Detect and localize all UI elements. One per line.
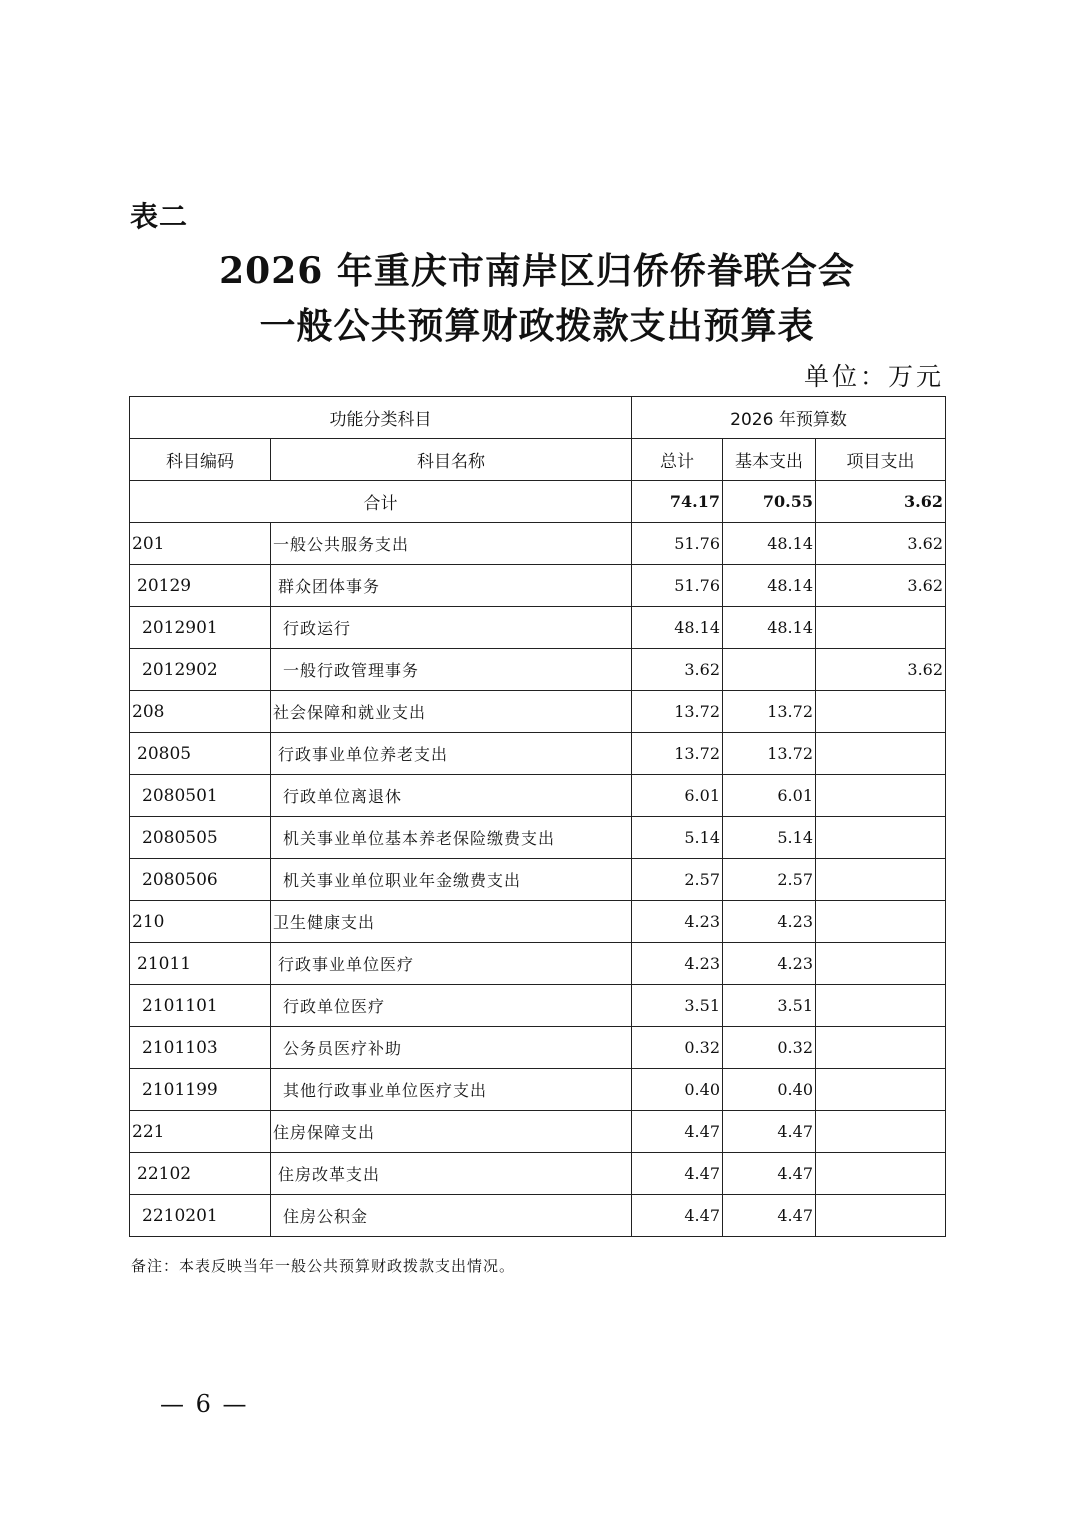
table-row: [130, 1027, 946, 1069]
basic-cell: 6.01: [723, 775, 816, 817]
subject-name-cell: 一般公共服务支出: [271, 523, 632, 565]
subject-code-cell: 21011: [130, 943, 271, 985]
total-cell: 0.32: [632, 1027, 723, 1069]
project-cell: [816, 1195, 946, 1237]
subject-name-cell: 行政事业单位医疗: [271, 943, 632, 985]
subject-name-cell: 其他行政事业单位医疗支出: [271, 1069, 632, 1111]
basic-cell: 4.47: [723, 1195, 816, 1237]
table-row: [130, 1195, 946, 1237]
project-cell: 3.62: [816, 523, 946, 565]
table-row: [130, 523, 946, 565]
subject-code-cell: 208: [130, 691, 271, 733]
table-row: [130, 1111, 946, 1153]
total-cell: 51.76: [632, 565, 723, 607]
subject-name-cell: 机关事业单位基本养老保险缴费支出: [271, 817, 632, 859]
total-row: [130, 481, 946, 523]
subject-name-cell: 住房改革支出: [271, 1153, 632, 1195]
project-cell: [816, 733, 946, 775]
header-basic-expenditure: 基本支出: [723, 439, 816, 481]
basic-cell: 48.14: [723, 523, 816, 565]
budget-table: [129, 396, 946, 1237]
table-row: [130, 733, 946, 775]
total-cell: 4.47: [632, 1111, 723, 1153]
subject-name-cell: 行政单位医疗: [271, 985, 632, 1027]
table-row: [130, 1153, 946, 1195]
header-subject-name: 科目名称: [271, 439, 632, 481]
total-cell: 5.14: [632, 817, 723, 859]
table-row: [130, 859, 946, 901]
total-cell: 6.01: [632, 775, 723, 817]
subject-name-cell: 行政单位离退休: [271, 775, 632, 817]
header-project-expenditure: 项目支出: [816, 439, 946, 481]
total-basic: 70.55: [723, 481, 816, 523]
project-cell: [816, 775, 946, 817]
basic-cell: 4.23: [723, 943, 816, 985]
basic-cell: 2.57: [723, 859, 816, 901]
basic-cell: 48.14: [723, 607, 816, 649]
subject-code-cell: 2210201: [130, 1195, 271, 1237]
table-row: [130, 943, 946, 985]
subject-name-cell: 社会保障和就业支出: [271, 691, 632, 733]
subject-name-cell: 一般行政管理事务: [271, 649, 632, 691]
table-row: [130, 817, 946, 859]
subject-code-cell: 2101103: [130, 1027, 271, 1069]
basic-cell: 4.23: [723, 901, 816, 943]
subject-code-cell: 221: [130, 1111, 271, 1153]
basic-cell: 4.47: [723, 1153, 816, 1195]
project-cell: [816, 943, 946, 985]
basic-cell: 0.40: [723, 1069, 816, 1111]
table-row: [130, 901, 946, 943]
subject-code-cell: 210: [130, 901, 271, 943]
subject-code-cell: 2012901: [130, 607, 271, 649]
subject-code-cell: 2080505: [130, 817, 271, 859]
subject-name-cell: 住房公积金: [271, 1195, 632, 1237]
project-cell: [816, 607, 946, 649]
project-cell: 3.62: [816, 649, 946, 691]
total-cell: 0.40: [632, 1069, 723, 1111]
total-cell: 48.14: [632, 607, 723, 649]
basic-cell: [723, 649, 816, 691]
subject-code-cell: 20805: [130, 733, 271, 775]
table-row: [130, 691, 946, 733]
total-cell: 4.47: [632, 1153, 723, 1195]
unit-label: 单位：万元: [803, 362, 944, 391]
table-row: [130, 1069, 946, 1111]
document-title-line-1: 2026 年重庆市南岸区归侨侨眷联合会: [219, 250, 855, 292]
subject-name-cell: 住房保障支出: [271, 1111, 632, 1153]
subject-name-cell: 行政事业单位养老支出: [271, 733, 632, 775]
subject-name-cell: 卫生健康支出: [271, 901, 632, 943]
project-cell: [816, 859, 946, 901]
subject-name-cell: 行政运行: [271, 607, 632, 649]
table-row: [130, 985, 946, 1027]
basic-cell: 5.14: [723, 817, 816, 859]
total-cell: 4.23: [632, 943, 723, 985]
total-cell: 13.72: [632, 733, 723, 775]
table-row: [130, 775, 946, 817]
table-label: 表二: [130, 200, 189, 233]
subject-name-cell: 机关事业单位职业年金缴费支出: [271, 859, 632, 901]
total-cell: 13.72: [632, 691, 723, 733]
header-total: 总计: [632, 439, 723, 481]
header-budget-year: 2026 年预算数: [632, 397, 946, 439]
subject-name-cell: 公务员医疗补助: [271, 1027, 632, 1069]
project-cell: [816, 1027, 946, 1069]
project-cell: [816, 1153, 946, 1195]
total-cell: 51.76: [632, 523, 723, 565]
total-cell: 2.57: [632, 859, 723, 901]
header-subject-code: 科目编码: [130, 439, 271, 481]
subject-code-cell: 2080501: [130, 775, 271, 817]
project-cell: [816, 901, 946, 943]
total-label: 合计: [130, 481, 632, 523]
subject-code-cell: 22102: [130, 1153, 271, 1195]
table-row: [130, 607, 946, 649]
subject-code-cell: 201: [130, 523, 271, 565]
project-cell: [816, 1069, 946, 1111]
footnote: 备注：本表反映当年一般公共预算财政拨款支出情况。: [131, 1257, 516, 1275]
subject-name-cell: 群众团体事务: [271, 565, 632, 607]
basic-cell: 48.14: [723, 565, 816, 607]
header-functional-classification: 功能分类科目: [130, 397, 632, 439]
basic-cell: 0.32: [723, 1027, 816, 1069]
total-project: 3.62: [816, 481, 946, 523]
project-cell: 3.62: [816, 565, 946, 607]
basic-cell: 13.72: [723, 691, 816, 733]
subject-code-cell: 20129: [130, 565, 271, 607]
table-row: [130, 565, 946, 607]
basic-cell: 3.51: [723, 985, 816, 1027]
total-cell: 3.51: [632, 985, 723, 1027]
project-cell: [816, 985, 946, 1027]
total-cell: 4.47: [632, 1195, 723, 1237]
project-cell: [816, 817, 946, 859]
basic-cell: 13.72: [723, 733, 816, 775]
subject-code-cell: 2101101: [130, 985, 271, 1027]
total-cell: 3.62: [632, 649, 723, 691]
total-amount: 74.17: [632, 481, 723, 523]
subject-code-cell: 2080506: [130, 859, 271, 901]
basic-cell: 4.47: [723, 1111, 816, 1153]
document-title-line-2: 一般公共预算财政拨款支出预算表: [259, 305, 815, 347]
subject-code-cell: 2101199: [130, 1069, 271, 1111]
page-number: — 6 —: [160, 1390, 249, 1418]
project-cell: [816, 1111, 946, 1153]
project-cell: [816, 691, 946, 733]
table-row: [130, 649, 946, 691]
subject-code-cell: 2012902: [130, 649, 271, 691]
total-cell: 4.23: [632, 901, 723, 943]
